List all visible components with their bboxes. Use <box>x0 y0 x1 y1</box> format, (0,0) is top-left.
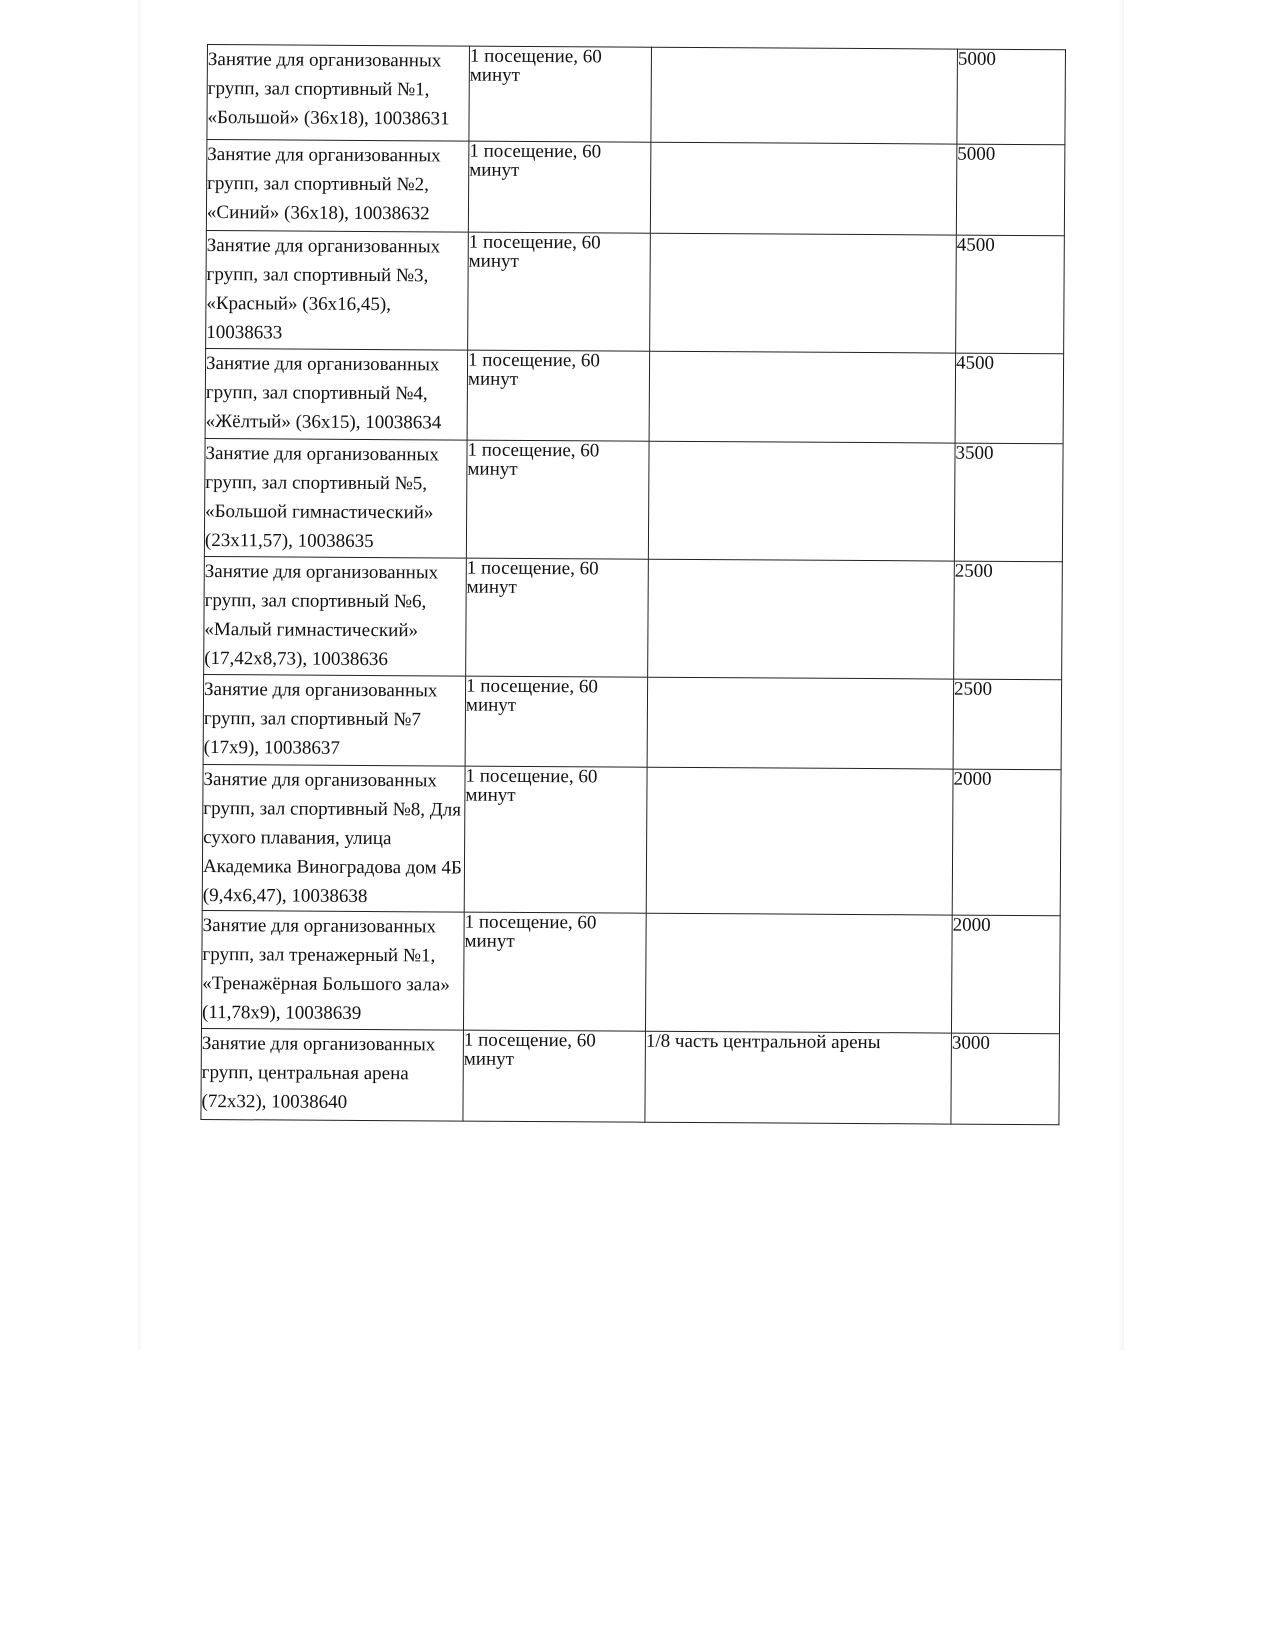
table-row <box>205 348 1064 443</box>
note-cell <box>649 351 956 443</box>
duration-cell: 1 посещение, 60 минут <box>463 1030 646 1122</box>
price-cell: 2500 <box>954 561 1063 680</box>
note-cell <box>645 913 952 1033</box>
price-cell: 5000 <box>957 49 1066 145</box>
duration-cell: 1 посещение, 60 минут <box>466 558 649 677</box>
service-name-cell: Занятие для организованных групп, зал спортивный №6, «Малый гимнастический» (17,42х8,73), 10038636 <box>204 556 467 676</box>
price-cell: 4500 <box>956 235 1065 354</box>
table-row <box>206 140 1065 236</box>
service-name-cell: Занятие для организованных групп, зал спортивный №8, Для сухого плавания, улица Академика Виноградова дом 4Б (9,4х6,47), 10038638 <box>202 764 465 912</box>
price-cell: 2000 <box>951 915 1060 1034</box>
service-name-cell: Занятие для организованных групп, зал спортивный №1, «Большой» (36х18), 10038631 <box>207 45 470 142</box>
service-name-cell: Занятие для организованных групп, зал спортивный №3, «Красный» (36х16,45), 10038633 <box>206 230 469 350</box>
table-row <box>207 45 1066 145</box>
service-name-cell: Занятие для организованных групп, центральная арена (72х32), 10038640 <box>201 1028 464 1121</box>
service-name-cell: Занятие для организованных групп, зал спортивный №4, «Жёлтый» (36х15), 10038634 <box>205 348 468 440</box>
scan-edge-right <box>1118 0 1124 1350</box>
duration-cell: 1 посещение, 60 минут <box>466 440 649 559</box>
note-cell <box>650 142 957 235</box>
table-row <box>201 1028 1060 1124</box>
price-cell: 3500 <box>954 443 1063 562</box>
scan-edge-left <box>138 0 142 1350</box>
duration-cell: 1 посещение, 60 минут <box>467 350 650 441</box>
note-cell <box>650 233 957 353</box>
note-cell <box>651 47 958 144</box>
note-cell <box>646 767 953 915</box>
service-name-cell: Занятие для организованных групп, зал тренажерный №1, «Тренажёрная Большого зала» (11,78х9), 10038639 <box>201 910 464 1030</box>
service-name-cell: Занятие для организованных групп, зал спортивный №5, «Большой гимнастический» (23х11,57), 10038635 <box>204 438 467 558</box>
note-cell <box>648 441 955 561</box>
table-row <box>204 556 1063 679</box>
table-row <box>204 438 1063 561</box>
duration-cell: 1 посещение, 60 минут <box>463 912 646 1031</box>
price-cell: 3000 <box>951 1033 1060 1125</box>
note-cell <box>648 559 955 679</box>
duration-cell: 1 посещение, 60 минут <box>464 766 647 913</box>
price-cell: 5000 <box>956 144 1065 236</box>
price-cell: 2000 <box>952 769 1061 916</box>
table-row <box>203 674 1062 769</box>
price-cell: 2500 <box>953 679 1062 770</box>
table-row <box>201 910 1060 1033</box>
table-row <box>206 230 1065 353</box>
service-name-cell: Занятие для организованных групп, зал спортивный №7 (17х9), 10038637 <box>203 674 466 766</box>
note-cell <box>647 677 954 769</box>
price-table <box>200 44 1066 1125</box>
price-cell: 4500 <box>955 353 1064 444</box>
duration-cell: 1 посещение, 60 минут <box>469 46 652 142</box>
table-row <box>202 764 1061 915</box>
duration-cell: 1 посещение, 60 минут <box>468 141 651 233</box>
duration-cell: 1 посещение, 60 минут <box>468 232 651 351</box>
note-cell: 1/8 часть центральной арены <box>645 1031 952 1124</box>
duration-cell: 1 посещение, 60 минут <box>465 676 648 767</box>
service-name-cell: Занятие для организованных групп, зал спортивный №2, «Синий» (36х18), 10038632 <box>206 140 469 233</box>
